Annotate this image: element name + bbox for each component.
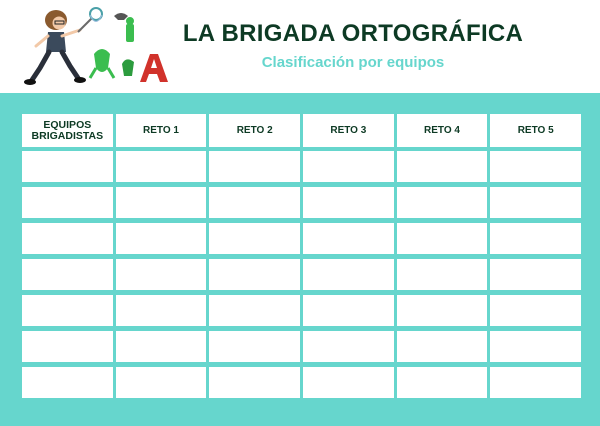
page-subtitle: Clasificación por equipos [261, 54, 445, 71]
score-cell[interactable] [490, 367, 581, 398]
column-header-reto-3: RETO 3 [303, 114, 394, 147]
score-cell[interactable] [303, 367, 394, 398]
red-letter-a-icon [140, 54, 168, 82]
score-cell[interactable] [116, 367, 207, 398]
score-cell[interactable] [116, 331, 207, 362]
score-cell[interactable] [303, 295, 394, 326]
score-cell[interactable] [209, 367, 300, 398]
column-header-reto-4: RETO 4 [397, 114, 488, 147]
header-banner [0, 0, 600, 93]
green-letter-icons [90, 17, 134, 78]
column-header-reto-5: RETO 5 [490, 114, 581, 147]
score-cell[interactable] [209, 295, 300, 326]
score-cell[interactable] [116, 187, 207, 218]
score-cell[interactable] [303, 259, 394, 290]
score-cell[interactable] [397, 331, 488, 362]
page-title: LA BRIGADA ORTOGRÁFICA [182, 20, 524, 47]
score-cell[interactable] [116, 223, 207, 254]
score-cell[interactable] [303, 151, 394, 182]
team-name-cell[interactable] [22, 259, 113, 290]
score-cell[interactable] [209, 259, 300, 290]
score-cell[interactable] [490, 187, 581, 218]
score-cell[interactable] [209, 223, 300, 254]
column-header-reto-2: RETO 2 [209, 114, 300, 147]
score-cell[interactable] [397, 367, 488, 398]
score-cell[interactable] [303, 187, 394, 218]
team-name-cell[interactable] [22, 295, 113, 326]
score-cell[interactable] [490, 331, 581, 362]
score-cell[interactable] [490, 223, 581, 254]
team-name-cell[interactable] [22, 187, 113, 218]
score-cell[interactable] [116, 295, 207, 326]
score-cell[interactable] [490, 151, 581, 182]
score-cell[interactable] [397, 259, 488, 290]
score-cell[interactable] [490, 259, 581, 290]
score-cell[interactable] [116, 151, 207, 182]
score-cell[interactable] [209, 187, 300, 218]
score-cell[interactable] [303, 223, 394, 254]
girl-with-net-illustration [18, 6, 168, 90]
team-name-cell[interactable] [22, 367, 113, 398]
score-cell[interactable] [397, 151, 488, 182]
score-cell[interactable] [209, 151, 300, 182]
score-cell[interactable] [397, 295, 488, 326]
team-name-cell[interactable] [22, 151, 113, 182]
classification-table [22, 114, 581, 403]
score-cell[interactable] [116, 259, 207, 290]
score-cell[interactable] [397, 187, 488, 218]
score-cell[interactable] [303, 331, 394, 362]
team-name-cell[interactable] [22, 223, 113, 254]
score-cell[interactable] [490, 295, 581, 326]
score-cell[interactable] [209, 331, 300, 362]
column-header-reto-1: RETO 1 [116, 114, 207, 147]
score-cell[interactable] [397, 223, 488, 254]
column-header-teams: EQUIPOS BRIGADISTAS [22, 114, 113, 147]
team-name-cell[interactable] [22, 331, 113, 362]
